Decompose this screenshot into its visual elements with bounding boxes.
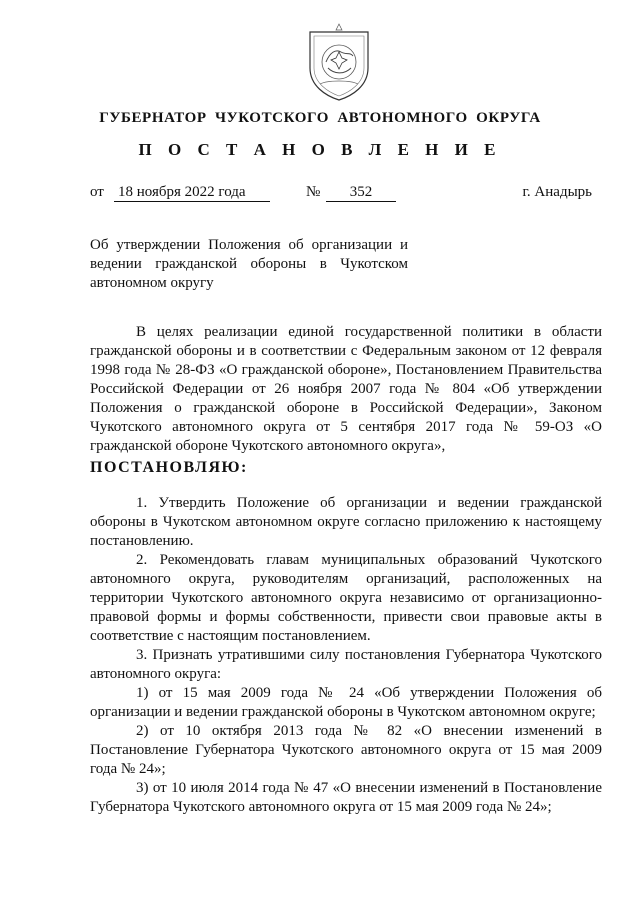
document-city: г. Анадырь [522, 184, 592, 200]
decree-subitem: 2) от 10 октября 2013 года № 82 «О внесении изменений в Постановление Губернатора Чукотского автономного округа от 15 мая 2009 года № 24»; [90, 723, 602, 777]
issuing-authority: ГУБЕРНАТОР ЧУКОТСКОГО АВТОНОМНОГО ОКРУГА [99, 110, 541, 126]
decree-items [90, 494, 602, 817]
decree-item: 2. Рекомендовать главам муниципальных образований Чукотского автономного округа, руководителям организаций, расположенных на территории Чукотского автономного округа независимо от организационно-правовой формы и формы собственности, привести свои правовые акты в соответствие с настоящим постановлением. [90, 552, 602, 644]
decree-subitem: 3) от 10 июля 2014 года № 47 «О внесении изменений в Постановление Губернатора Чукотского автономного округа от 15 мая 2009 года № 24»; [90, 780, 602, 815]
document-subject [90, 236, 408, 293]
subject-line: автономном округу [90, 275, 214, 291]
decree-subitem: 1) от 15 мая 2009 года № 24 «Об утверждении Положения об организации и ведении гражданской обороны в Чукотском автономном округе; [90, 685, 602, 720]
subject-line: ведении гражданской обороны в Чукотском [90, 256, 408, 272]
number-label: № [306, 184, 321, 200]
document-date: 18 ноября 2022 года [114, 184, 270, 202]
subject-line: Об утверждении Положения об организации и [90, 237, 408, 253]
decree-item: 1. Утвердить Положение об организации и ведении гражданской обороны в Чукотском автономном округе согласно приложению к настоящему постановлению. [90, 495, 602, 549]
date-prefix: от [90, 184, 104, 200]
document-type-title: П О С Т А Н О В Л Е Н И Е [138, 140, 502, 159]
decree-item: 3. Признать утратившими силу постановления Губернатора Чукотского автономного округа: [90, 647, 602, 682]
decree-heading: ПОСТАНОВЛЯЮ: [90, 459, 248, 476]
preamble [90, 323, 602, 456]
document-number: 352 [326, 184, 396, 202]
preamble-paragraph: В целях реализации единой государственной политики в области гражданской обороны и в соответствии с Федеральным законом от 12 февраля 1998 года № 28-ФЗ «О гражданской обороне», Постановлением Правительства Российской Федерации от 26 ноября 2007 года № 804 «Об утверждении Положения о гражданской обороне в Российской Федерации», Законом Чукотского автономного округа от 5 сентября 2017 года № 59-ОЗ «О гражданской обороне Чукотского автономного округа», [90, 324, 602, 454]
coat-of-arms-emblem [306, 22, 372, 102]
